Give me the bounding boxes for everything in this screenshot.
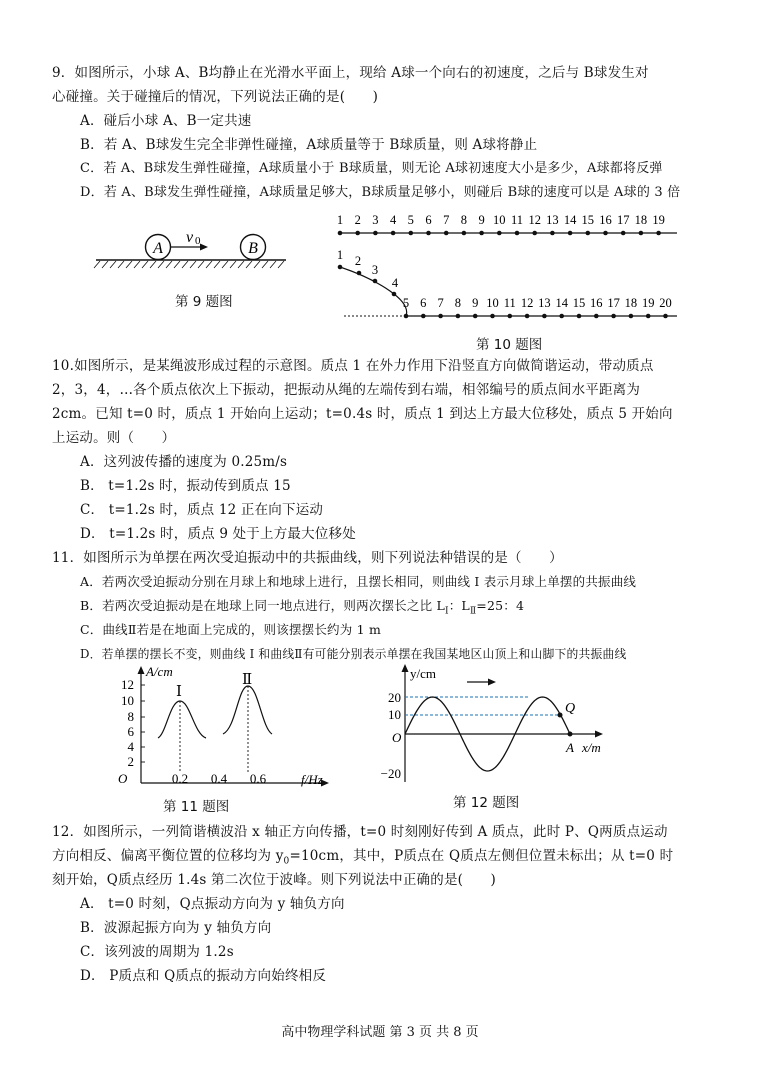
fig10-bottom-label: 20 — [659, 296, 672, 310]
q10-option-c: C． t=1.2s 时，质点 12 正在向下运动 — [80, 502, 324, 518]
fig12-y-label: y/cm — [410, 666, 436, 681]
fig10-top-point — [462, 231, 467, 236]
fig10-bottom-point — [490, 314, 495, 319]
fig10-bottom-point — [542, 314, 547, 319]
fig10-top-label: 18 — [634, 213, 648, 227]
q11-option-b-mid: ：L — [448, 598, 470, 613]
fig9-collision-diagram — [90, 222, 290, 272]
fig12-propagation-arrowhead — [488, 679, 496, 686]
q11-option-d: D．若单摆的摆长不变，则曲线 I 和曲线Ⅱ有可能分别表示单摆在我国某地区山顶上和山脚下的共振曲线 — [80, 647, 627, 661]
q12-option-d: D． P质点和 Q质点的振动方向始终相反 — [80, 968, 327, 984]
q9-stem-line1: 9．如图所示，小球 A、B均静止在光滑水平面上，现给 A球一个向右的初速度，之后与 B球发生对 — [52, 65, 649, 81]
fig10-bottom-point — [373, 279, 378, 284]
fig10-top-point — [639, 231, 644, 236]
fig12-point-q — [558, 713, 563, 718]
fig10-bottom-label: 18 — [624, 296, 638, 310]
fig10-bottom-point — [646, 314, 651, 319]
q10-option-a: A．这列波传播的速度为 0.25m/s — [80, 454, 288, 470]
fig10-top-point — [515, 231, 520, 236]
q11-option-b-main: B．若两次受迫振动是在地球上同一地点进行，则两次摆长之比 L — [80, 598, 445, 613]
fig10-bottom-label: 3 — [371, 263, 379, 277]
q9-option-b: B．若 A、B球发生完全非弹性碰撞，A球质量等于 B球质量，则 A球将静止 — [80, 137, 538, 153]
fig10-bottom-point — [559, 314, 564, 319]
q12-stem-line3: 刻开始，Q质点经历 1.4s 第二次位于波峰。则下列说法中正确的是( ) — [52, 872, 496, 888]
fig11-curve-1 — [158, 701, 206, 738]
fig10-bottom-point — [404, 314, 409, 319]
fig12-caption: 第 12 题图 — [453, 795, 520, 811]
fig10-bottom-point — [338, 265, 343, 270]
fig12-origin: O — [392, 730, 402, 745]
fig11-ytick-2: 2 — [127, 754, 134, 769]
fig10-top-point — [373, 231, 378, 236]
fig11-xtick-0.6: 0.6 — [249, 771, 267, 786]
fig10-top-point — [550, 231, 555, 236]
fig12-point-q-label: Q — [565, 701, 576, 716]
fig10-bottom-label: 14 — [555, 296, 568, 310]
fig10-bottom-point — [525, 314, 530, 319]
fig10-top-label: 5 — [407, 213, 414, 227]
fig11-ytick-10: 10 — [121, 693, 134, 708]
fig12-ytick-10: 10 — [388, 707, 401, 722]
fig10-bottom-point — [508, 314, 513, 319]
fig10-rope-wave-diagram — [330, 205, 690, 330]
q9-option-d: D．若 A、B球发生弹性碰撞，A球质量足够大，B球质量足够小，则碰后 B球的速度可以是 A球的 3 倍 — [80, 185, 681, 200]
q12-stem-line2-post: =10cm，其中，P质点在 Q质点左侧但位置未标出；从 t=0 时 — [289, 848, 674, 864]
fig10-bottom-label: 19 — [641, 296, 655, 310]
fig12-ytick-neg20: −20 — [380, 766, 401, 781]
fig12-x-arrow — [595, 731, 603, 738]
fig10-bottom-label: 10 — [486, 296, 499, 310]
fig11-ytick-4: 4 — [127, 739, 134, 754]
fig10-top-label: 3 — [372, 213, 379, 227]
fig10-top-label: 2 — [354, 213, 361, 227]
q12-stem-line2 — [52, 847, 673, 871]
q10-option-b: B． t=1.2s 时，振动传到质点 15 — [80, 478, 291, 494]
q10-stem-line3: 2cm。已知 t=0 时，质点 1 开始向上运动；t=0.4s 时，质点 1 到达上方最大位移处，质点 5 开始向 — [52, 406, 673, 422]
velocity-arrowhead — [200, 244, 208, 251]
q11-option-b-end: =25：4 — [476, 598, 525, 613]
fig10-top-point — [532, 231, 537, 236]
q9-option-c: C．若 A、B球发生弹性碰撞，A球质量小于 B球质量，则无论 A球初速度大小是多少，A球都将反弹 — [80, 161, 663, 176]
q10-stem-line1: 10.如图所示，是某绳波形成过程的示意图。质点 1 在外力作用下沿竖直方向做简谐运动，带动质点 — [52, 358, 654, 374]
fig12-transverse-wave — [370, 660, 630, 785]
fig9-caption: 第 9 题图 — [175, 294, 233, 310]
fig11-xtick-0.4: 0.4 — [210, 771, 228, 786]
fig10-bottom-point — [611, 314, 616, 319]
q9-stem-line2: 心碰撞。关于碰撞后的情况，下列说法正确的是( ) — [52, 89, 379, 105]
fig10-bottom-label: 12 — [520, 296, 534, 310]
fig11-resonance-curve — [106, 660, 336, 790]
fig10-top-label: 9 — [478, 213, 485, 227]
q12-stem-line2-sub: 0 — [283, 856, 290, 867]
fig10-top-point — [586, 231, 591, 236]
fig10-bottom-label: 13 — [538, 296, 551, 310]
q11-option-a: A．若两次受迫振动分别在月球上和地球上进行，且摆长相同，则曲线 I 表示月球上单摆的共振曲线 — [80, 574, 637, 589]
fig10-top-point — [603, 231, 608, 236]
fig10-top-point — [568, 231, 573, 236]
fig10-top-point — [479, 231, 484, 236]
fig10-top-label: 1 — [336, 213, 344, 227]
q10-option-d: D． t=1.2s 时，质点 9 处于上方最大位移处 — [80, 526, 356, 542]
q10-stem-line2: 2，3，4，…各个质点依次上下振动，把振动从绳的左端传到右端，相邻编号的质点间水平距离为 — [52, 382, 641, 398]
q11-option-b — [80, 597, 524, 621]
fig10-top-label: 12 — [528, 213, 541, 227]
fig10-bottom-label: 8 — [454, 296, 462, 310]
fig10-bottom-point — [438, 314, 443, 319]
fig10-bottom-point — [392, 292, 397, 297]
page-footer: 高中物理学科试题 第 3 页 共 8 页 — [281, 1025, 479, 1040]
fig10-top-label: 17 — [616, 213, 630, 227]
fig10-top-point — [621, 231, 626, 236]
ball-b-label: B — [248, 240, 258, 257]
fig10-top-label: 13 — [546, 213, 559, 227]
fig10-top-point — [391, 231, 396, 236]
fig11-y-arrow — [138, 666, 145, 674]
fig10-top-label: 6 — [425, 213, 432, 227]
fig10-bottom-label: 15 — [572, 296, 586, 310]
fig10-top-label: 8 — [460, 213, 468, 227]
fig10-top-point — [355, 231, 360, 236]
fig12-point-a-label: A — [566, 740, 574, 755]
fig10-bottom-label: 2 — [354, 254, 362, 268]
fig10-bottom-label: 7 — [437, 296, 444, 310]
fig10-top-point — [497, 231, 502, 236]
fig10-bottom-point — [663, 314, 668, 319]
fig11-ytick-6: 6 — [127, 724, 134, 739]
fig10-bottom-label: 16 — [590, 296, 603, 310]
q12-option-a: A． t=0 时刻，Q点振动方向为 y 轴负方向 — [80, 896, 345, 912]
fig10-bottom-point — [594, 314, 599, 319]
q12-option-c: C．该列波的周期为 1.2s — [80, 944, 234, 960]
fig10-top-label: 15 — [581, 213, 595, 227]
fig10-bottom-label: 4 — [391, 276, 399, 290]
fig12-point-a — [568, 732, 573, 737]
fig10-top-point — [409, 231, 414, 236]
fig10-top-label: 14 — [563, 213, 577, 227]
q12-stem-line2-pre: 方向相反、偏离平衡位置的位移均为 y — [52, 848, 284, 864]
q11-option-c: C．曲线Ⅱ若是在地面上完成的，则该摆摆长约为 1 m — [80, 622, 382, 637]
fig10-bottom-point — [473, 314, 478, 319]
fig10-bottom-label: 1 — [336, 248, 344, 262]
fig12-ytick-20: 20 — [388, 690, 401, 705]
velocity-subscript: 0 — [195, 235, 201, 247]
fig10-bottom-point — [629, 314, 634, 319]
q11-stem: 11．如图所示为单摆在两次受迫振动中的共振曲线，则下列说法种错误的是（ ） — [52, 550, 563, 566]
fig11-x-label: f/Hz — [301, 772, 323, 787]
fig11-xtick-0.2: 0.2 — [171, 771, 189, 786]
q10-stem-line4: 上运动。则（ ） — [52, 430, 176, 446]
fig11-origin: O — [118, 771, 128, 786]
fig10-top-label: 16 — [599, 213, 612, 227]
fig10-bottom-point — [357, 271, 362, 276]
q11-option-b-sub2: Ⅱ — [469, 606, 477, 617]
fig12-y-arrow — [402, 664, 409, 672]
fig10-top-point — [338, 231, 343, 236]
fig11-ytick-8: 8 — [127, 709, 134, 724]
fig10-bottom-label: 9 — [472, 296, 479, 310]
fig10-top-label: 11 — [510, 213, 524, 227]
fig10-top-label: 4 — [389, 213, 397, 227]
fig10-top-label: 7 — [443, 213, 450, 227]
fig11-curve-2-label: Ⅱ — [242, 672, 253, 688]
fig10-top-point — [656, 231, 661, 236]
fig10-caption: 第 10 题图 — [476, 337, 543, 353]
fig11-curve-2 — [223, 686, 272, 734]
ball-a-label: A — [153, 240, 163, 257]
fig10-bottom-label: 11 — [503, 296, 516, 310]
fig11-curve-1-label: Ⅰ — [176, 684, 182, 700]
fig10-bottom-label: 6 — [420, 296, 427, 310]
velocity-label: v — [186, 229, 194, 246]
fig10-top-point — [426, 231, 431, 236]
fig11-caption: 第 11 题图 — [163, 799, 230, 815]
q12-stem-line1: 12．如图所示，一列简谐横波沿 x 轴正方向传播，t=0 时刻刚好传到 A 质点，此时 P、Q两质点运动 — [52, 824, 668, 840]
q12-option-b: B．波源起振方向为 y 轴负方向 — [80, 920, 272, 936]
fig10-bottom-point — [577, 314, 582, 319]
fig12-x-label: x/m — [582, 740, 601, 755]
fig10-bottom-point — [456, 314, 461, 319]
q11-option-b-sub1: Ⅰ — [444, 606, 449, 617]
fig11-y-label: A/cm — [146, 664, 173, 679]
fig10-top-label: 19 — [652, 213, 665, 227]
fig10-top-label: 10 — [493, 213, 506, 227]
fig11-ytick-12: 12 — [121, 677, 134, 692]
fig10-bottom-point — [421, 314, 426, 319]
fig10-top-point — [444, 231, 449, 236]
fig10-bottom-label: 17 — [607, 296, 620, 310]
fig10-bottom-label: 5 — [402, 296, 410, 310]
q9-option-a: A．碰后小球 A、B一定共速 — [80, 113, 252, 129]
